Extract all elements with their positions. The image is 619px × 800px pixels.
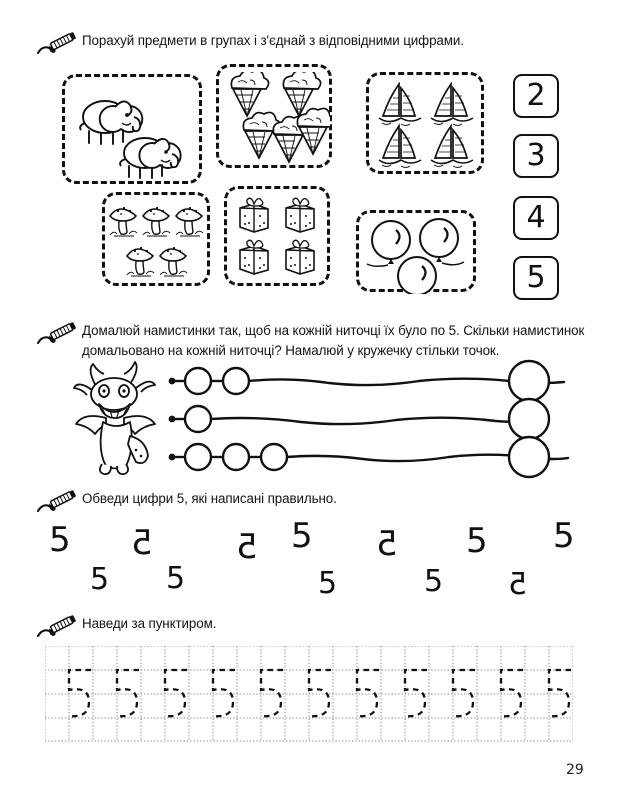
five-glyph-normal[interactable]: 5	[424, 564, 444, 599]
five-glyph-mirrored[interactable]: 5	[131, 523, 153, 563]
elephant-icon	[73, 85, 197, 179]
answer-circle-3[interactable]	[506, 434, 552, 480]
group-box-elephants[interactable]	[62, 74, 202, 184]
pencil-icon	[36, 614, 82, 640]
mushroom-group-inner	[105, 195, 207, 283]
instruction-circle-correct-fives	[36, 488, 592, 515]
number-box-4[interactable]: 4	[513, 196, 559, 240]
ice-cream-group-inner	[219, 67, 329, 165]
balloon-group-inner	[359, 213, 473, 289]
instruction-bead-strings	[36, 320, 596, 360]
instruction-text-3: Обведи цифри 5, які написані правильно.	[82, 491, 337, 506]
instruction-trace-dotted	[36, 613, 592, 640]
pencil-icon	[36, 31, 82, 57]
group-box-ice-creams[interactable]	[216, 64, 332, 168]
number-box-2[interactable]: 2	[513, 74, 559, 118]
instruction-text-1: Порахуй предмети в групах і з'єднай з відповідними цифрами.	[82, 33, 464, 48]
five-glyph-normal[interactable]: 5	[466, 521, 488, 561]
grid-lines	[45, 646, 573, 741]
five-glyph-normal[interactable]: 5	[49, 520, 71, 560]
group-box-gifts[interactable]	[224, 186, 330, 286]
group-box-mushrooms[interactable]	[102, 192, 210, 286]
number-box-5[interactable]: 5	[513, 256, 559, 300]
five-glyph-normal[interactable]: 5	[553, 516, 575, 556]
elephant-group-inner	[65, 77, 199, 181]
instruction-count-and-match	[36, 30, 592, 57]
mushroom-icon	[108, 200, 210, 284]
instruction-text-4: Наведи за пунктиром.	[82, 616, 217, 631]
five-glyph-normal[interactable]: 5	[318, 566, 338, 601]
group-box-boats[interactable]	[366, 72, 484, 174]
gift-box-icon	[234, 196, 326, 282]
sailboat-icon	[375, 82, 481, 170]
gift-group-inner	[227, 189, 327, 283]
number-box-3[interactable]: 3	[513, 134, 559, 178]
five-glyph-mirrored[interactable]: 5	[376, 524, 398, 564]
pencil-icon	[36, 321, 82, 347]
ice-cream-cone-icon	[224, 72, 330, 166]
five-glyph-normal[interactable]: 5	[90, 562, 110, 597]
pencil-icon	[36, 489, 82, 515]
boat-group-inner	[369, 75, 481, 171]
page-number: 29	[566, 762, 584, 778]
five-glyph-normal[interactable]: 5	[166, 561, 186, 596]
dragon-character	[66, 360, 166, 478]
five-glyph-normal[interactable]: 5	[291, 516, 313, 556]
five-glyph-mirrored[interactable]: 5	[508, 567, 528, 602]
five-glyph-mirrored[interactable]: 5	[236, 527, 258, 567]
group-box-balloons[interactable]	[356, 210, 476, 292]
tracing-grid[interactable]	[45, 646, 573, 742]
instruction-text-2: Домалюй намистинки так, щоб на кожній ниточці їх було по 5. Скільки намистинок домальовано на кожній ниточці? Намалюй у кружечку стільки точок.	[82, 323, 585, 358]
balloon-icon	[365, 216, 473, 294]
dashed-five-row	[69, 670, 571, 716]
